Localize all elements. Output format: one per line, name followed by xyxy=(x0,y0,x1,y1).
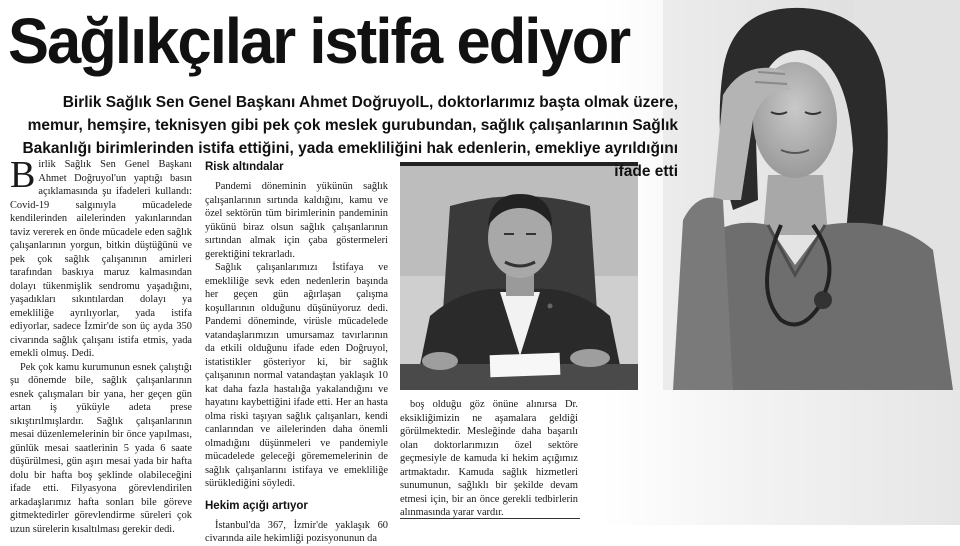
drop-cap: B xyxy=(10,154,36,196)
col1-paragraph-1 xyxy=(10,154,192,361)
headline: Sağlıkçılar istifa ediyor xyxy=(8,5,630,77)
col2-paragraph-2: Sağlık çalışanlarımızı İstifaya ve emekliliğe sevk eden nedenlerin başında her geçen gün ağırlaşan çalışma koşullarının olduğunu düşünüyoruz dedi. Pandemi döneminde, virüsle mücadelede vatandaşlarımızın umursamaz tavırlarının da etkili olduğunu ifade eden Doğruyol, istatistikler gösteriyor ki, bir sağlık çalışanının normal vatandaştan yaklaşık 10 kat daha fazla hastalığa yakalandığını ve hayatını kaybettiğini ifade etti. Her an hasta olma riski taşıyan sağlık çalışanları, kendi canlarından ve ailelerinden daha önemli olmadığını düşünmeleri ve pandemiyle mücadelede geleceği görememelerinin de sağlık çalışanlarını istifaya ve emekliliğe sürüklediğini söyledi. xyxy=(205,262,388,489)
col1-paragraph-1-text: irlik Sağlık Sen Genel Başkanı Ahmet Doğruyol'un yaptığı basın açıklamasında şu ifadeleri kullandı: Covid-19 salgınıyla mücadelede kendilerinden ailelerinden yakınlarından taviz vererek en önde mücadele eden sağlık çalışanlarının yorgun, bitkin düştüğünü ve pek çok sağlık çalışanının amirleri tarafından baskıya maruz kalmasından dolayı tükenmişlik sendromu yaşadığını, yaşadıkları sıkıntılardan dolayı ya emekliliğe ayrılıyorlar, yada istifa ediyorlar, sadece İzmir'de son üç ayda 350 civarında sağlık çalışanı istifa etmis, yada emekli olmuş. Dedi. xyxy=(10,159,192,359)
col2-paragraph-3: İstanbul'da 367, İzmir'de yaklaşık 60 civarında aile hekimliği pozisyonunun da xyxy=(205,519,388,544)
subhead-risk: Risk altındalar xyxy=(205,161,284,173)
col3-paragraph-1: boş olduğu göz önüne alınırsa Dr. eksikliğimizin ne aşamalara geldiği görülmektedir. Mesleğinde daha başarılı olan doktorlarımızın özel sektöre geçmesiyle de kamuda ki hekim açığımız artmaktadır. Kamuda sağlık hizmetleri sunumunun, sağlıklı bir şekilde devam etmesi için, bir an önce gerekli tedbirlerin alınmasında yarar vardır. xyxy=(400,399,578,518)
photo-ahmet-dogruyol xyxy=(400,162,638,390)
col2-paragraph-1: Pandemi döneminin yükünün sağlık çalışanlarının sırtında kaldığını, kamu ve özel sektörün tüm birimlerinin pandeminin yükünü biraz olsun sağlık çalışanlarının sırtından almak için çaba göstermeleri gerektiğini tekrarladı. xyxy=(205,181,388,260)
column-2 xyxy=(205,160,388,546)
col1-paragraph-2: Pek çok kamu kurumunun esnek çalıştığı şu dönemde bile, sağlık çalışanlarının esnek çalışmaları bir yana, her geçen gün artan iş yüküyle adeta prese sıkıştırılmışlardır. Sağlık çalışanlarının mesai düzenlemelerinin bir önce yapılması, günlük mesai saatlerinin 5 yada 6 saate düşürülmesi, gün aşırı mesai yada bir hafta dolu bir hafta boş şeklinde olabileceğini ifade etti. Filyasyona görevlendirilen arkadaşlarımız hafta sonları bile göreve gitmektedirler görevlendirme süreleri çok uzun sürelerin kısaltılması gerekir dedi. xyxy=(10,361,192,535)
column-3 xyxy=(400,398,578,520)
column-1 xyxy=(10,154,192,536)
bottom-rule xyxy=(400,518,580,519)
lead-paragraph: Birlik Sağlık Sen Genel Başkanı Ahmet DoğruyolL, doktorlarımız başta olmak üzere, memur, hemşire, teknisyen gibi pek çok meslek gurubundan, sağlık çalışanlarının Sağlık Bakanlığı birimlerinden istifa ettiğini, yada emekliliğini hak edenlerin, emekliye ayrıldığını ifade etti xyxy=(22,94,678,180)
subhead-hekim: Hekim açığı artıyor xyxy=(205,499,308,512)
